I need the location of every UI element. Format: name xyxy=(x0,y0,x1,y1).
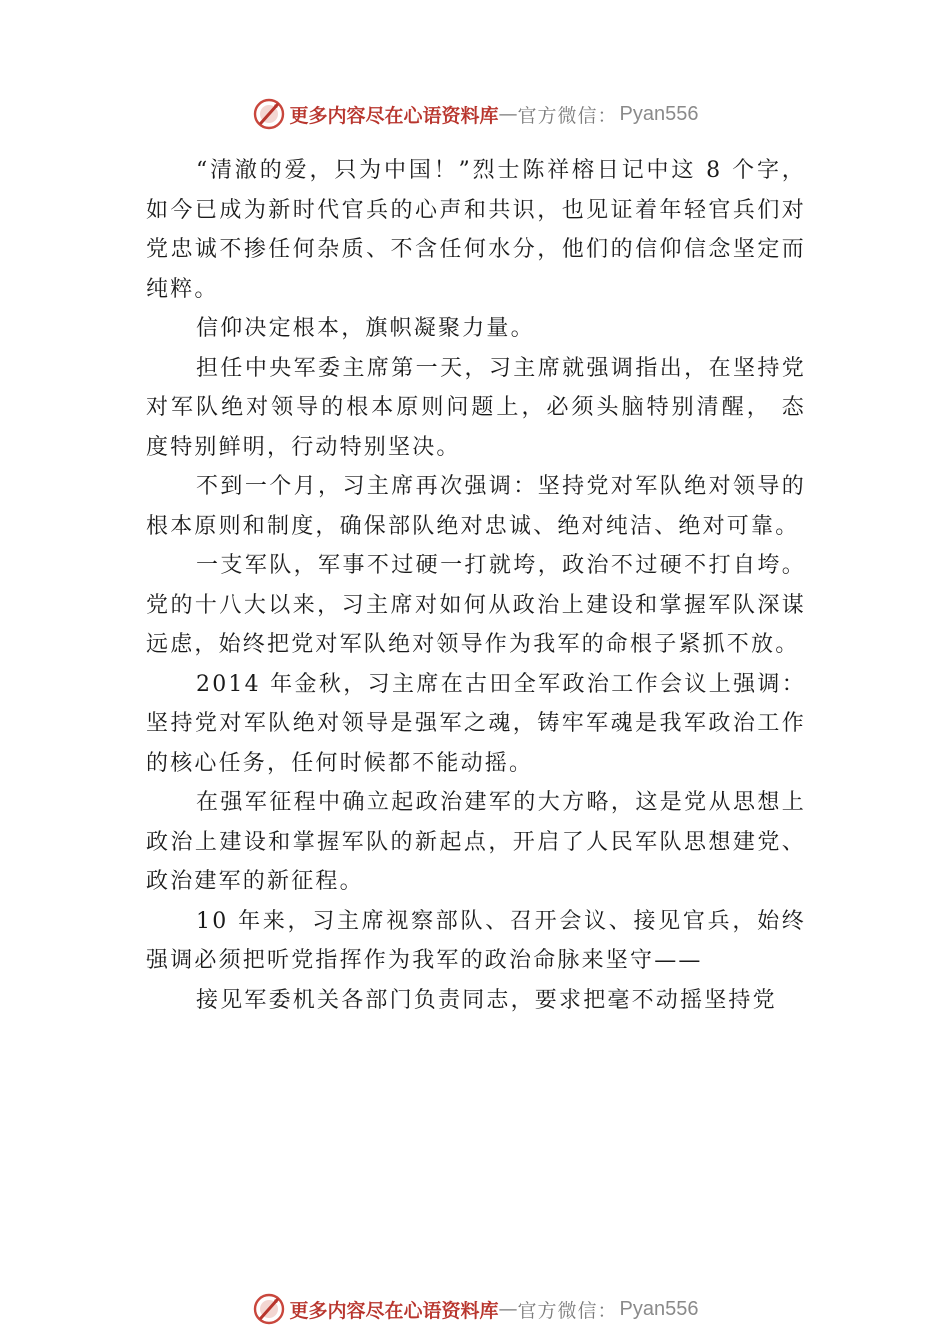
paragraph-8: 10 年来，习主席视察部队、召开会议、接见官兵，始终强调必须把听党指挥作为我军的政治命脉来坚守—— xyxy=(146,908,806,973)
banner-wechat-id: Pyan556 xyxy=(619,1297,699,1320)
paragraph-1: “清澈的爱，只为中国！”烈士陈祥榕日记中这 8 个字，如今已成为新时代官兵的心声和共识，也见证着年轻官兵们对党忠诚不掺任何杂质、不含任何水分，他们的信仰信念坚定而纯粹。 xyxy=(146,158,806,302)
paragraph-4: 不到一个月，习主席再次强调：坚持党对军队绝对领导的根本原则和制度，确保部队绝对忠诚、绝对纯洁、绝对可靠。 xyxy=(146,474,806,539)
banner-separator: — xyxy=(498,1298,518,1320)
banner-separator: — xyxy=(498,103,518,125)
footer-banner xyxy=(0,1289,950,1329)
document-body xyxy=(146,151,806,1020)
banner-brand-text: 更多内容尽在心语资料库 xyxy=(289,1299,499,1322)
paragraph-7: 在强军征程中确立起政治建军的大方略，这是党从思想上政治上建设和掌握军队的新起点，开启了人民军队思想建党、政治建军的新征程。 xyxy=(146,790,806,894)
paragraph-2: 信仰决定根本，旗帜凝聚力量。 xyxy=(196,316,535,341)
banner-wechat-label: 官方微信： xyxy=(517,104,618,127)
paragraph-6: 2014 年金秋，习主席在古田全军政治工作会议上强调：坚持党对军队绝对领导是强军之魂，铸牢军魂是我军政治工作的核心任务，任何时候都不能动摇。 xyxy=(146,671,806,776)
banner-brand-text: 更多内容尽在心语资料库 xyxy=(289,104,499,127)
paragraph-9: 接见军委机关各部门负责同志，要求把毫不动摇坚持党 xyxy=(196,987,777,1013)
header-banner xyxy=(0,94,950,134)
paragraph-3: 担任中央军委主席第一天，习主席就强调指出，在坚持党对军队绝对领导的根本原则问题上，必须头脑特别清醒， 态度特别鲜明，行动特别坚决。 xyxy=(146,355,806,460)
banner-wechat-label: 官方微信： xyxy=(517,1299,618,1322)
banner-wechat-id: Pyan556 xyxy=(619,102,699,125)
paragraph-5: 一支军队，军事不过硬一打就垮，政治不过硬不打自垮。党的十八大以来，习主席对如何从政治上建设和掌握军队深谋远虑，始终把党对军队绝对领导作为我军的命根子紧抓不放。 xyxy=(146,553,806,657)
brand-logo-icon xyxy=(252,97,286,131)
brand-logo-icon xyxy=(252,1292,286,1326)
